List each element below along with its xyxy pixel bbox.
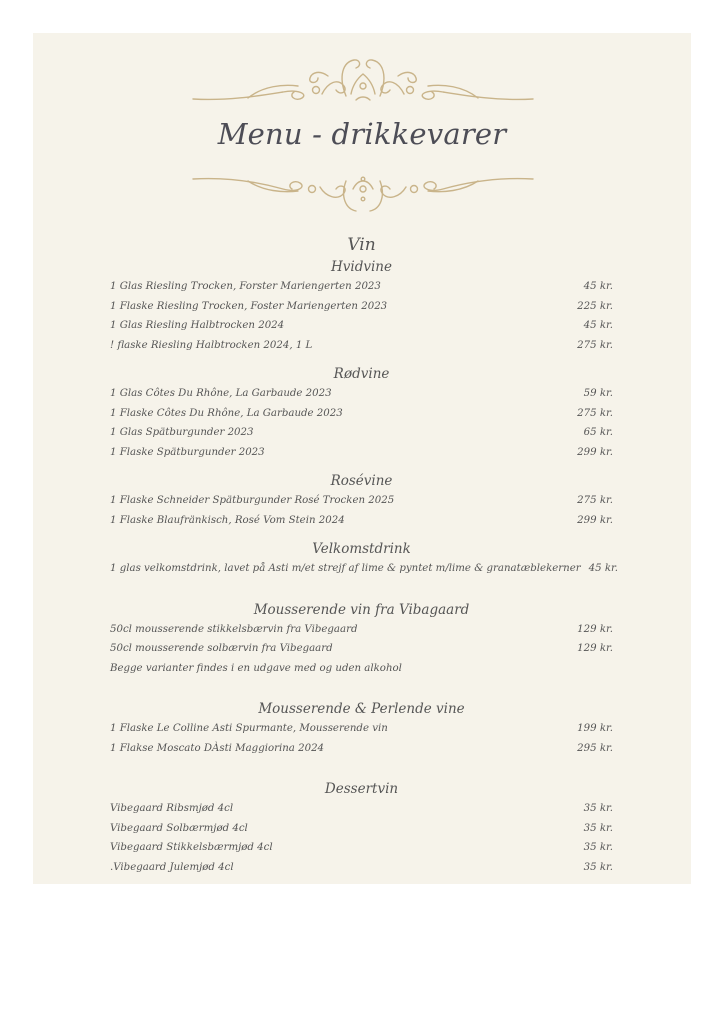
menu-item: 50cl mousserende solbærvin fra Vibegaard 129 kr. <box>110 643 613 654</box>
menu-item: 1 Flakse Moscato DÀsti Maggiorina 2024 295 kr. <box>110 742 613 754</box>
menu-item: 1 Glas Riesling Halbtrocken 2024 45 kr. <box>110 320 613 331</box>
bottom-flourish-ornament <box>188 167 538 217</box>
category-title-rosevine: Rosévine <box>330 473 393 489</box>
menu-item: 1 Glas Côtes Du Rhône, La Garbaude 2023 59 kr. <box>110 388 613 399</box>
menu-item: Vibegaard Ribsmjød 4cl 35 kr. <box>110 803 613 814</box>
category-title-dessertvin: Dessertvin <box>324 781 399 797</box>
category-title-roedvine: Rødvine <box>333 366 390 382</box>
menu-item: 1 Glas Riesling Trocken, Forster Mariengerten 2023 45 kr. <box>110 281 613 292</box>
menu-item: 1 Flaske Spätburgunder 2023 299 kr. <box>110 446 613 458</box>
menu-item: 1 Flaske Blaufränkisch, Rosé Vom Stein 2024 299 kr. <box>110 514 613 526</box>
category-title-velkomstdrink: Velkomstdrink <box>312 541 411 557</box>
menu-item: 1 Flaske Le Colline Asti Spurmante, Mousserende vin 199 kr. <box>110 723 613 734</box>
category-title-mousserende-perlende: Mousserende & Perlende vine <box>258 701 465 717</box>
menu-item: 1 Flaske Riesling Trocken, Foster Mariengerten 2023 225 kr. <box>110 300 613 312</box>
menu-item: ! flaske Riesling Halbtrocken 2024, 1 L 275 kr. <box>110 339 613 351</box>
menu-item: .Vibegaard Julemjød 4cl 35 kr. <box>110 861 613 873</box>
menu-item: 1 Flaske Côtes Du Rhône, La Garbaude 2023 275 kr. <box>110 407 613 419</box>
menu-list <box>110 233 618 877</box>
page-title: Menu - drikkevarer <box>217 117 507 151</box>
top-flourish-ornament <box>188 56 538 106</box>
menu-item: Vibegaard Stikkelsbærmjød 4cl 35 kr. <box>110 842 613 853</box>
menu-item: 50cl mousserende stikkelsbærvin fra Vibegaard 129 kr. <box>110 623 613 635</box>
menu-note: Begge varianter findes i en udgave med og uden alkohol <box>110 662 402 674</box>
category-title-hvidvine: Hvidvine <box>331 259 392 275</box>
menu-item: 1 Flaske Schneider Spätburgunder Rosé Trocken 2025 275 kr. <box>110 495 613 506</box>
menu-card <box>33 33 691 884</box>
menu-item: 1 glas velkomstdrink, lavet på Asti m/et strejf af lime & pyntet m/lime & granatæblekerner 45 kr. <box>110 563 618 574</box>
category-title-mousserende-vibagaard: Mousserende vin fra Vibagaard <box>253 601 470 618</box>
menu-item: Vibegaard Solbærmjød 4cl 35 kr. <box>110 822 613 834</box>
section-title-vin: Vin <box>347 235 376 255</box>
menu-item: 1 Glas Spätburgunder 2023 65 kr. <box>110 427 613 438</box>
